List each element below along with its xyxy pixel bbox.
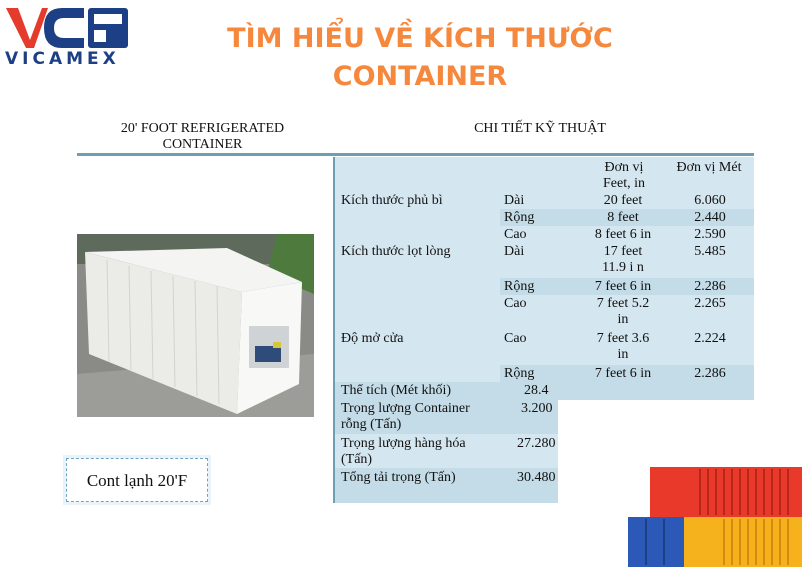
row-feet-line-2: in (617, 347, 629, 362)
row-feet (580, 244, 666, 276)
col-header-feet-line-1: Đơn vị (604, 160, 644, 175)
specs-heading: CHI TIẾT KỸ THUẬT (474, 121, 606, 136)
row-feet-line-2: in (617, 312, 629, 327)
page-title (160, 20, 680, 96)
row-metre: 6.060 (694, 193, 726, 208)
row-label-line-1: Trọng lượng Container (341, 401, 470, 416)
brand-name: VICAMEX (5, 49, 120, 69)
row-feet-line-1: 7 feet 3.6 (596, 331, 650, 346)
row-value: 27.280 (517, 436, 556, 451)
col-header-metre: Đơn vị Mét (676, 160, 742, 175)
container-heading-line-2: CONTAINER (162, 137, 243, 152)
row-metre: 2.224 (694, 331, 726, 346)
row-feet (580, 331, 666, 363)
row-feet: 7 feet 6 in (594, 366, 652, 381)
row-metre: 2.265 (694, 296, 726, 311)
row-label (341, 401, 470, 433)
row-value: 30.480 (517, 470, 556, 485)
row-label (341, 436, 466, 468)
row-label-line-1: Trọng lượng hàng hóa (341, 436, 466, 451)
row-sub: Dài (504, 193, 525, 208)
row-metre: 5.485 (694, 244, 726, 259)
row-value: 28.4 (524, 383, 549, 398)
row-feet-line-2: 11.9 i n (602, 260, 644, 275)
container-heading-line-1: 20' FOOT REFRIGERATED (120, 121, 285, 136)
row-feet: 20 feet (603, 193, 643, 208)
caption-text: Cont lạnh 20'F (86, 471, 188, 490)
reefer-container-photo (77, 234, 314, 417)
row-label: Kích thước phủ bì (341, 193, 443, 208)
table-divider (333, 157, 335, 503)
row-sub: Cao (504, 331, 527, 346)
row-label: Kích thước lọt lòng (341, 244, 451, 259)
row-feet: 8 feet 6 in (594, 227, 652, 242)
row-feet-line-1: 17 feet (603, 244, 643, 259)
row-sub: Rộng (504, 210, 535, 225)
row-label-line-2: rỗng (Tấn) (341, 417, 402, 432)
row-value: 3.200 (521, 401, 553, 416)
row-metre: 2.590 (694, 227, 726, 242)
row-label-line-2: (Tấn) (341, 452, 373, 467)
container-stack-illustration (628, 465, 802, 567)
row-metre: 2.440 (694, 210, 726, 225)
title-line-1: TÌM HIỂU VỀ KÍCH THƯỚC (227, 23, 613, 54)
row-sub: Cao (504, 296, 527, 311)
row-sub: Cao (504, 227, 527, 242)
row-label: Thể tích (Mét khối) (341, 383, 452, 398)
row-sub: Rộng (504, 366, 535, 381)
col-header-feet-line-2: Feet, in (603, 176, 645, 191)
col-header-feet (588, 160, 660, 192)
row-label: Tổng tải trọng (Tấn) (341, 470, 456, 485)
row-metre: 2.286 (694, 366, 726, 381)
row-feet-line-1: 7 feet 5.2 (596, 296, 650, 311)
row-feet: 8 feet (607, 210, 639, 225)
row-feet: 7 feet 6 in (594, 279, 652, 294)
row-feet (580, 296, 666, 328)
container-heading (85, 121, 320, 153)
heading-rule (77, 153, 754, 156)
row-metre: 2.286 (694, 279, 726, 294)
row-sub: Rộng (504, 279, 535, 294)
row-label: Độ mở cửa (341, 331, 404, 346)
caption-badge (66, 458, 208, 502)
title-line-2: CONTAINER (332, 61, 508, 92)
row-sub: Dài (504, 244, 525, 259)
